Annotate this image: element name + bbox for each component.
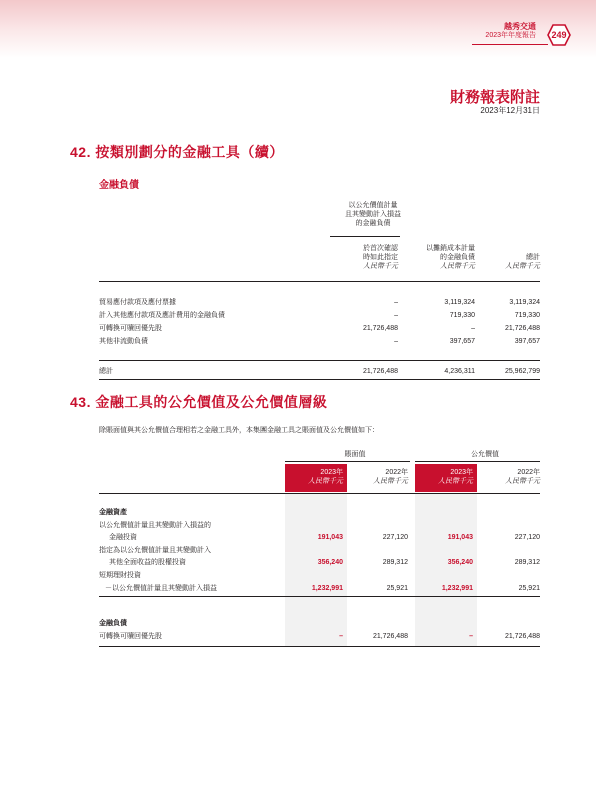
section-42-subtitle: 金融負債 bbox=[99, 180, 139, 191]
table-cell: 719,330 bbox=[514, 312, 540, 319]
table-cell: 21,726,488 bbox=[504, 633, 540, 640]
table-cell: 191,043 bbox=[447, 534, 473, 541]
section-42-title: 42. 按類別劃分的金融工具（續） bbox=[70, 144, 284, 160]
year-header-2023: 2023年 人民幣千元 bbox=[438, 469, 473, 485]
table-cell: – bbox=[469, 633, 473, 640]
table-row-label: 可轉換可贖回優先股 bbox=[99, 325, 162, 332]
table-header-rule bbox=[99, 493, 540, 494]
document-title: 財務報表附註 bbox=[449, 89, 540, 106]
total-cell: 4,236,311 bbox=[444, 368, 475, 375]
table-cell: 21,726,488 bbox=[362, 325, 398, 332]
table-header-rule bbox=[99, 281, 540, 282]
table-cell: 719,330 bbox=[449, 312, 475, 319]
total-row-label: 總計 bbox=[99, 368, 113, 375]
table-cell: 3,119,324 bbox=[444, 299, 475, 306]
total-cell: 25,962,799 bbox=[504, 368, 540, 375]
table-row-label: 可轉換可贖回優先股 bbox=[99, 633, 162, 640]
table-row-label: 其他全面收益的股權投資 bbox=[109, 559, 186, 566]
table-row-label: －以公允價值計量且其變動計入損益 bbox=[105, 585, 217, 592]
table-row-label: 其他非流動負債 bbox=[99, 338, 148, 345]
year-header-2022: 2022年 人民幣千元 bbox=[505, 469, 540, 485]
table-cell: – bbox=[394, 299, 398, 306]
page-number: 249 bbox=[551, 30, 567, 40]
table-cell: – bbox=[471, 325, 475, 332]
table-cell: 1,232,991 bbox=[441, 585, 473, 592]
table-row-label: 以公允價值計量且其變動計入損益的 bbox=[99, 522, 211, 529]
table-cell: – bbox=[394, 338, 398, 345]
year-header-2022: 2022年 人民幣千元 bbox=[373, 469, 408, 485]
total-bottom-rule bbox=[99, 379, 540, 380]
table-cell: 25,921 bbox=[518, 585, 540, 592]
column-header-designated: 於首次確認 時如此指定 人民幣千元 bbox=[363, 245, 398, 270]
section-43-title: 43. 金融工具的公允價值及公允價值層級 bbox=[70, 394, 328, 410]
report-brand bbox=[485, 22, 536, 40]
financial-assets-heading: 金融資產 bbox=[99, 509, 127, 516]
column-header-total: 總計 人民幣千元 bbox=[505, 254, 540, 270]
table-cell: 191,043 bbox=[317, 534, 343, 541]
table-row-label: 金融投資 bbox=[109, 534, 137, 541]
table-row-label: 短期理財投資 bbox=[99, 572, 141, 579]
section-43-intro: 除賬面值與其公允價值合理相若之金融工具外，本集團金融工具之賬面值及公允價值如下： bbox=[99, 427, 379, 434]
table-cell: 21,726,488 bbox=[504, 325, 540, 332]
table-cell: 25,921 bbox=[386, 585, 408, 592]
table-cell: 289,312 bbox=[514, 559, 540, 566]
table-cell: 21,726,488 bbox=[372, 633, 408, 640]
group-header-fvtpl: 以公允價值計量 且其變動計入損益 的金融負債 bbox=[345, 202, 401, 227]
year-header-2023: 2023年 人民幣千元 bbox=[308, 469, 343, 485]
liabilities-bottom-rule bbox=[99, 646, 540, 647]
table-cell: 397,657 bbox=[514, 338, 540, 345]
table-cell: 227,120 bbox=[514, 534, 540, 541]
table-row-label: 貿易應付款項及應付票據 bbox=[99, 299, 176, 306]
table-cell: 356,240 bbox=[317, 559, 343, 566]
column-shade-2023-fair bbox=[415, 493, 477, 647]
group-header-carrying: 賬面值 bbox=[344, 451, 366, 458]
column-shade-2023-carrying bbox=[285, 493, 347, 647]
table-row-label: 計入其他應付款項及應計費用的金融負債 bbox=[99, 312, 225, 319]
table-cell: 227,120 bbox=[382, 534, 408, 541]
table-row-label: 指定為以公允價值計量且其變動計入 bbox=[99, 547, 211, 554]
group-rule-carrying bbox=[285, 461, 410, 462]
total-cell: 21,726,488 bbox=[362, 368, 398, 375]
group-header-fair-value: 公允價值 bbox=[471, 451, 499, 458]
financial-liabilities-heading: 金融負債 bbox=[99, 620, 127, 627]
table-cell: – bbox=[394, 312, 398, 319]
total-top-rule bbox=[99, 360, 540, 361]
assets-subtotal-rule bbox=[99, 596, 540, 597]
table-cell: 3,119,324 bbox=[509, 299, 540, 306]
table-cell: 1,232,991 bbox=[311, 585, 343, 592]
brand-subtitle: 2023年年度報告 bbox=[485, 32, 536, 39]
table-cell: 397,657 bbox=[449, 338, 475, 345]
header-rule bbox=[472, 44, 548, 45]
document-date: 2023年12月31日 bbox=[480, 106, 540, 115]
table-cell: 356,240 bbox=[447, 559, 473, 566]
table-cell: 289,312 bbox=[382, 559, 408, 566]
column-header-amortised-cost: 以攤銷成本計量 的金融負債 人民幣千元 bbox=[426, 245, 475, 270]
group-header-underline bbox=[330, 236, 400, 237]
group-rule-fair-value bbox=[415, 461, 540, 462]
table-cell: – bbox=[339, 633, 343, 640]
brand-name: 越秀交通 bbox=[504, 22, 536, 31]
